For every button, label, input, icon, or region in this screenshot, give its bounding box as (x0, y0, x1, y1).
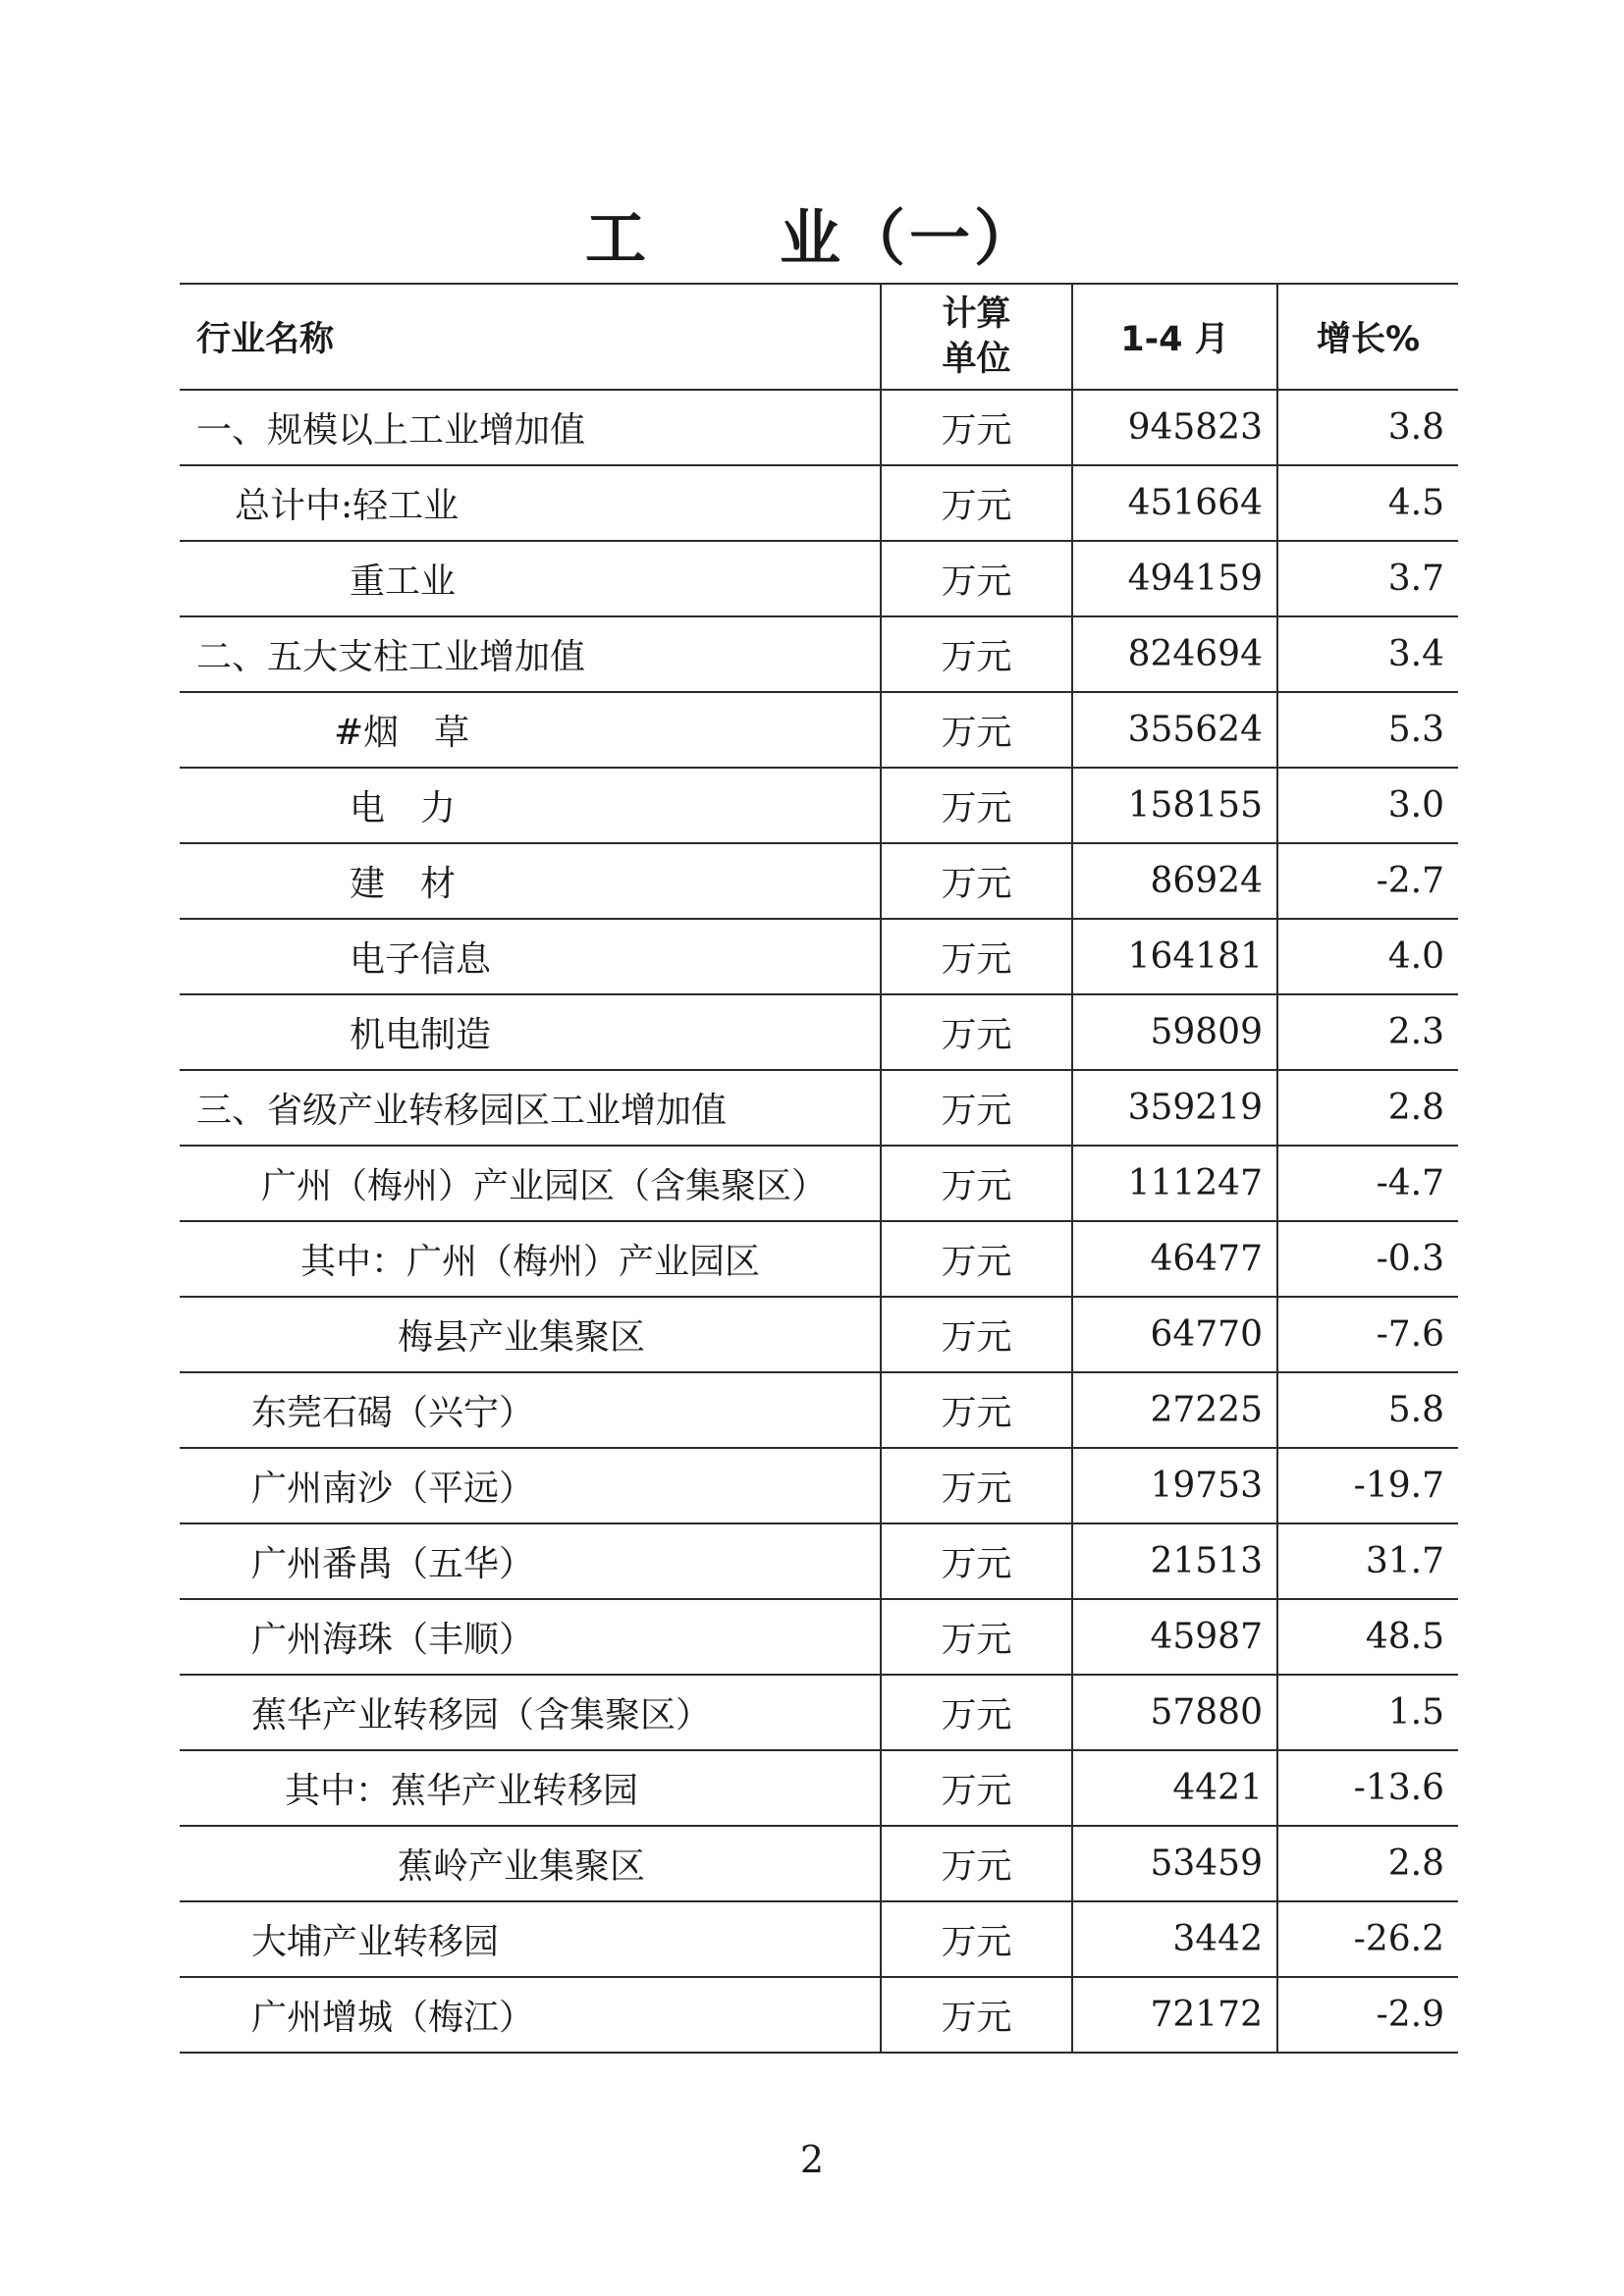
row-value: 359219 (1072, 1070, 1277, 1146)
row-name: 其中：蕉华产业转移园 (180, 1750, 881, 1826)
table-row (180, 1448, 1458, 1523)
row-name: 三、省级产业转移园区工业增加值 (180, 1070, 881, 1146)
row-growth: -4.7 (1277, 1146, 1458, 1221)
row-growth: 4.0 (1277, 919, 1458, 994)
row-growth: -13.6 (1277, 1750, 1458, 1826)
row-growth: -2.9 (1277, 1977, 1458, 2053)
row-growth: 5.8 (1277, 1372, 1458, 1448)
row-name: 广州海珠（丰顺） (180, 1599, 881, 1675)
table-row (180, 1750, 1458, 1826)
row-unit: 万元 (881, 616, 1072, 692)
row-name: 电子信息 (180, 919, 881, 994)
row-growth: -0.3 (1277, 1221, 1458, 1297)
row-value: 3442 (1072, 1901, 1277, 1977)
row-name: 重工业 (180, 541, 881, 616)
row-growth: 31.7 (1277, 1523, 1458, 1599)
row-unit: 万元 (881, 1977, 1072, 2053)
table-row (180, 390, 1458, 465)
table-row (180, 1372, 1458, 1448)
row-growth: 3.8 (1277, 390, 1458, 465)
row-growth: -19.7 (1277, 1448, 1458, 1523)
header-unit (881, 284, 1072, 390)
row-unit: 万元 (881, 1070, 1072, 1146)
row-value: 27225 (1072, 1372, 1277, 1448)
table-row (180, 919, 1458, 994)
row-unit: 万元 (881, 994, 1072, 1070)
table-row (180, 1599, 1458, 1675)
header-industry-name: 行业名称 (180, 284, 881, 390)
row-value: 45987 (1072, 1599, 1277, 1675)
row-name: 广州番禺（五华） (180, 1523, 881, 1599)
row-value: 46477 (1072, 1221, 1277, 1297)
row-unit: 万元 (881, 1221, 1072, 1297)
row-name: 广州南沙（平远） (180, 1448, 881, 1523)
row-growth: 3.4 (1277, 616, 1458, 692)
row-value: 494159 (1072, 541, 1277, 616)
row-unit: 万元 (881, 843, 1072, 919)
row-growth: -7.6 (1277, 1297, 1458, 1372)
row-value: 86924 (1072, 843, 1277, 919)
table-row (180, 1070, 1458, 1146)
table-row (180, 692, 1458, 768)
row-name: 二、五大支柱工业增加值 (180, 616, 881, 692)
row-value: 158155 (1072, 768, 1277, 843)
row-unit: 万元 (881, 768, 1072, 843)
row-name: 蕉岭产业集聚区 (180, 1826, 881, 1901)
row-unit: 万元 (881, 1750, 1072, 1826)
table-row (180, 1146, 1458, 1221)
table-row (180, 1523, 1458, 1599)
industry-table (180, 283, 1458, 2054)
row-unit: 万元 (881, 465, 1072, 541)
row-unit: 万元 (881, 1297, 1072, 1372)
row-value: 57880 (1072, 1675, 1277, 1750)
table-row (180, 994, 1458, 1070)
row-growth: 2.8 (1277, 1070, 1458, 1146)
row-growth: 3.0 (1277, 768, 1458, 843)
row-growth: -26.2 (1277, 1901, 1458, 1977)
row-growth: 48.5 (1277, 1599, 1458, 1675)
row-value: 111247 (1072, 1146, 1277, 1221)
table-row (180, 1977, 1458, 2053)
page-title: 工 业（一） (584, 202, 1039, 274)
row-value: 72172 (1072, 1977, 1277, 2053)
row-name: 其中：广州（梅州）产业园区 (180, 1221, 881, 1297)
row-name: 大埔产业转移园 (180, 1901, 881, 1977)
row-name: 东莞石碣（兴宁） (180, 1372, 881, 1448)
header-unit-line1: 计算 (942, 294, 1011, 334)
table-row (180, 843, 1458, 919)
row-unit: 万元 (881, 1901, 1072, 1977)
row-growth: 4.5 (1277, 465, 1458, 541)
row-unit: 万元 (881, 390, 1072, 465)
row-unit: 万元 (881, 1523, 1072, 1599)
table-row (180, 768, 1458, 843)
row-value: 451664 (1072, 465, 1277, 541)
row-name: 广州增城（梅江） (180, 1977, 881, 2053)
row-value: 21513 (1072, 1523, 1277, 1599)
row-name: 电 力 (180, 768, 881, 843)
row-growth: 2.8 (1277, 1826, 1458, 1901)
row-growth: 1.5 (1277, 1675, 1458, 1750)
row-value: 355624 (1072, 692, 1277, 768)
table-row (180, 1221, 1458, 1297)
row-unit: 万元 (881, 1448, 1072, 1523)
row-name: 机电制造 (180, 994, 881, 1070)
table-header-row (180, 284, 1458, 390)
row-value: 64770 (1072, 1297, 1277, 1372)
row-unit: 万元 (881, 919, 1072, 994)
row-value: 53459 (1072, 1826, 1277, 1901)
row-name: 一、规模以上工业增加值 (180, 390, 881, 465)
row-value: 59809 (1072, 994, 1277, 1070)
row-name: #烟 草 (180, 692, 881, 768)
page-number: 2 (799, 2138, 825, 2181)
row-unit: 万元 (881, 1372, 1072, 1448)
header-growth: 增长% (1277, 284, 1458, 390)
row-unit: 万元 (881, 541, 1072, 616)
table-row (180, 1901, 1458, 1977)
row-unit: 万元 (881, 1826, 1072, 1901)
row-name: 蕉华产业转移园（含集聚区） (180, 1675, 881, 1750)
row-growth: 2.3 (1277, 994, 1458, 1070)
table-row (180, 1826, 1458, 1901)
row-name: 广州（梅州）产业园区（含集聚区） (180, 1146, 881, 1221)
row-unit: 万元 (881, 692, 1072, 768)
table-row (180, 541, 1458, 616)
row-growth: 3.7 (1277, 541, 1458, 616)
table-row (180, 1297, 1458, 1372)
row-value: 19753 (1072, 1448, 1277, 1523)
table-row (180, 465, 1458, 541)
header-unit-line2: 单位 (942, 340, 1011, 379)
table-body (180, 390, 1458, 2053)
row-growth: 5.3 (1277, 692, 1458, 768)
table-row (180, 616, 1458, 692)
row-name: 建 材 (180, 843, 881, 919)
row-name: 总计中:轻工业 (180, 465, 881, 541)
row-value: 4421 (1072, 1750, 1277, 1826)
row-unit: 万元 (881, 1146, 1072, 1221)
row-value: 824694 (1072, 616, 1277, 692)
table-row (180, 1675, 1458, 1750)
row-value: 164181 (1072, 919, 1277, 994)
header-period: 1-4 月 (1072, 284, 1277, 390)
row-unit: 万元 (881, 1599, 1072, 1675)
row-unit: 万元 (881, 1675, 1072, 1750)
row-name: 梅县产业集聚区 (180, 1297, 881, 1372)
row-growth: -2.7 (1277, 843, 1458, 919)
row-value: 945823 (1072, 390, 1277, 465)
